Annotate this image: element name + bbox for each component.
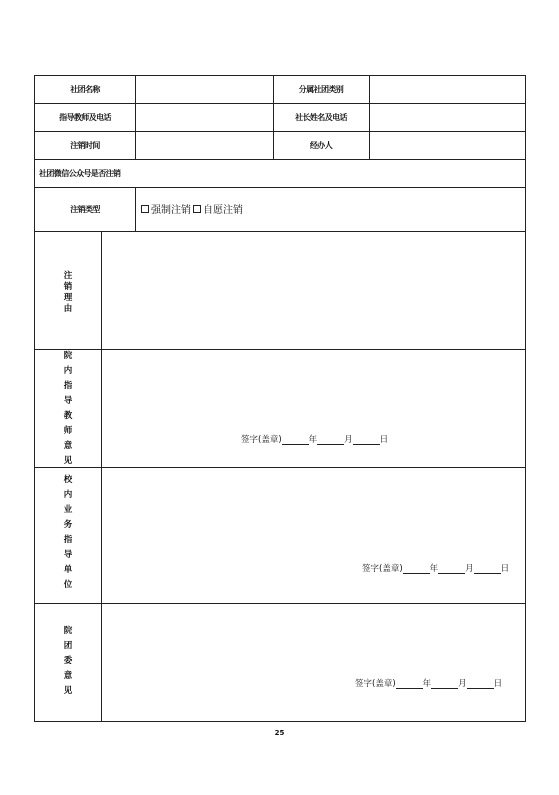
section-label-char: 院 <box>63 351 73 361</box>
cancel-time-field[interactable] <box>136 132 272 158</box>
youth-league-label <box>35 626 101 697</box>
wechat-label: 社团微信公众号是否注销 <box>39 169 121 178</box>
year-blank[interactable] <box>403 564 430 574</box>
section-label-char: 务 <box>63 520 73 530</box>
category-label: 分属社团类别 <box>298 85 344 94</box>
signature-label: 签字(盖章) <box>355 679 396 689</box>
league-signature-line <box>355 677 502 689</box>
section-label-char: 导 <box>63 550 73 560</box>
business-unit-label <box>35 475 101 591</box>
day-blank[interactable] <box>353 435 380 445</box>
section-label-char: 注 <box>63 271 73 281</box>
advisor-opinion-label <box>35 351 101 467</box>
business-signature-line <box>362 562 509 574</box>
president-label: 社长姓名及电话 <box>295 113 347 122</box>
section-label-char: 见 <box>63 456 73 466</box>
club-name-field[interactable] <box>136 77 272 103</box>
checkbox-forced[interactable] <box>141 205 149 213</box>
section-label-char: 院 <box>63 626 73 636</box>
month-blank[interactable] <box>431 679 458 689</box>
section-label-char: 业 <box>63 505 73 515</box>
section-label-char: 单 <box>63 565 73 575</box>
page-number: 25 <box>274 729 285 737</box>
checkbox-voluntary[interactable] <box>193 205 201 213</box>
year-blank[interactable] <box>396 679 423 689</box>
reason-field[interactable] <box>102 232 525 349</box>
year-blank[interactable] <box>282 435 309 445</box>
day-label: 日 <box>500 564 510 574</box>
business-unit-field[interactable] <box>102 468 525 603</box>
signature-label: 签字(盖章) <box>241 435 282 445</box>
section-label-char: 内 <box>63 490 73 500</box>
section-label-char: 师 <box>63 426 73 436</box>
deregistration-form-table <box>34 75 526 722</box>
advisor-field[interactable] <box>136 104 272 130</box>
club-name-label: 社团名称 <box>70 85 100 94</box>
day-label: 日 <box>493 679 503 689</box>
year-label: 年 <box>308 435 318 445</box>
year-label: 年 <box>422 679 432 689</box>
youth-league-field[interactable] <box>102 604 525 721</box>
section-label-char: 教 <box>63 411 73 421</box>
advisor-opinion-field[interactable] <box>102 350 525 467</box>
handler-label: 经办人 <box>309 141 333 150</box>
section-label-char: 内 <box>63 366 73 376</box>
section-label-char: 销 <box>63 282 73 292</box>
day-blank[interactable] <box>474 564 501 574</box>
advisor-signature-line <box>241 433 388 445</box>
cancel-time-label: 注销时间 <box>70 141 100 150</box>
month-blank[interactable] <box>317 435 344 445</box>
section-label-char: 指 <box>63 381 73 391</box>
cancel-type-label: 注销类型 <box>70 205 100 214</box>
month-blank[interactable] <box>438 564 465 574</box>
section-label-char: 指 <box>63 535 73 545</box>
section-label-char: 见 <box>63 686 73 696</box>
day-blank[interactable] <box>467 679 494 689</box>
section-label-char: 理 <box>63 293 73 303</box>
option-voluntary-label: 自愿注销 <box>203 205 243 216</box>
section-label-char: 校 <box>63 475 73 485</box>
section-label-char: 意 <box>63 441 73 451</box>
cancel-type-options <box>141 201 243 216</box>
section-label-char: 导 <box>63 396 73 406</box>
day-label: 日 <box>379 435 389 445</box>
section-label-char: 位 <box>63 580 73 590</box>
option-forced-label: 强制注销 <box>151 205 191 216</box>
section-label-char: 由 <box>63 304 73 314</box>
year-label: 年 <box>429 564 439 574</box>
reason-label <box>35 271 101 315</box>
handler-field[interactable] <box>370 132 525 158</box>
month-label: 月 <box>465 564 474 574</box>
month-label: 月 <box>344 435 353 445</box>
advisor-label: 指导教师及电话 <box>59 113 111 122</box>
section-label-char: 委 <box>63 656 73 666</box>
month-label: 月 <box>458 679 467 689</box>
signature-label: 签字(盖章) <box>362 564 403 574</box>
category-field[interactable] <box>370 77 525 103</box>
col-divider <box>135 187 136 231</box>
section-label-char: 团 <box>63 641 73 651</box>
section-label-char: 意 <box>63 671 73 681</box>
president-field[interactable] <box>370 104 525 130</box>
